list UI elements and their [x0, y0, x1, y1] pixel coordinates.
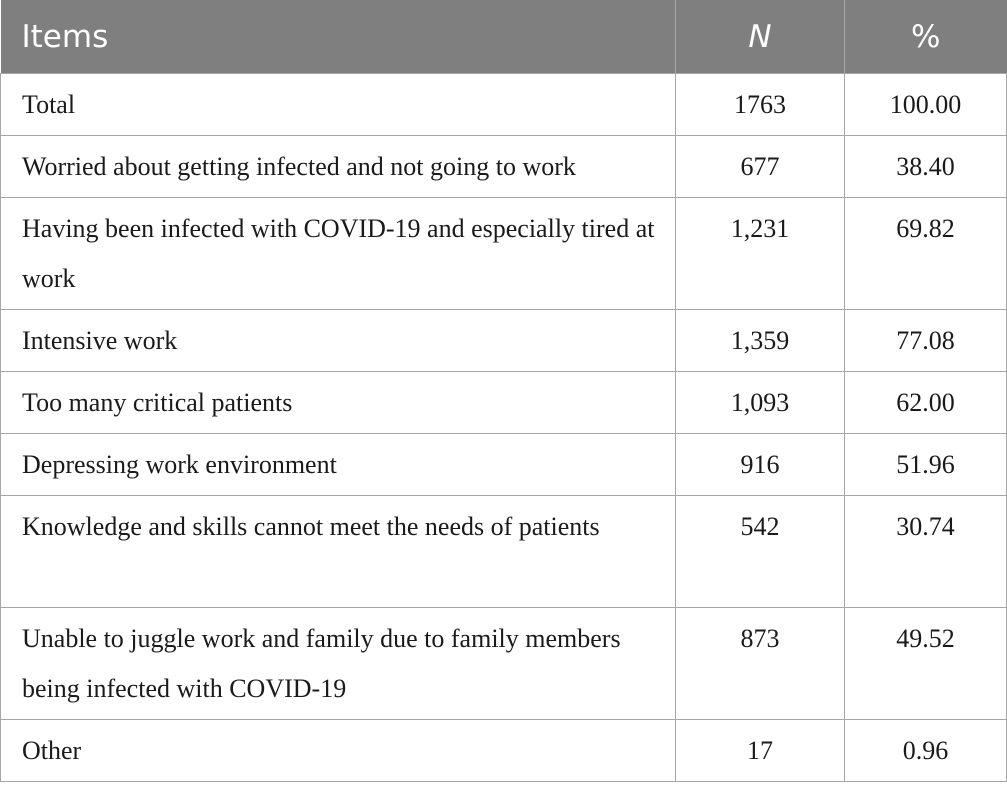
cell-n: 1,231	[676, 198, 845, 310]
cell-percent: 30.74	[845, 496, 1007, 608]
cell-item: Worried about getting infected and not going to work	[1, 136, 676, 198]
cell-n: 17	[676, 720, 845, 782]
cell-item: Unable to juggle work and family due to family members being infected with COVID-19	[1, 608, 676, 720]
cell-item: Total	[1, 74, 676, 136]
cell-percent: 38.40	[845, 136, 1007, 198]
header-row	[1, 0, 1007, 74]
cell-n: 1,093	[676, 372, 845, 434]
cell-percent: 49.52	[845, 608, 1007, 720]
cell-n: 542	[676, 496, 845, 608]
table-body	[1, 74, 1007, 782]
table-row	[1, 372, 1007, 434]
table-header	[1, 0, 1007, 74]
header-n: N	[676, 0, 845, 74]
cell-percent: 100.00	[845, 74, 1007, 136]
cell-item: Too many critical patients	[1, 372, 676, 434]
cell-n: 1,359	[676, 310, 845, 372]
cell-n: 916	[676, 434, 845, 496]
cell-percent: 0.96	[845, 720, 1007, 782]
cell-item: Intensive work	[1, 310, 676, 372]
table-row	[1, 136, 1007, 198]
cell-item: Other	[1, 720, 676, 782]
header-items: Items	[1, 0, 676, 74]
cell-item: Knowledge and skills cannot meet the needs of patients	[1, 496, 676, 608]
table-row	[1, 608, 1007, 720]
cell-n: 677	[676, 136, 845, 198]
table-row	[1, 310, 1007, 372]
cell-n: 873	[676, 608, 845, 720]
cell-percent: 77.08	[845, 310, 1007, 372]
cell-n: 1763	[676, 74, 845, 136]
table-row	[1, 434, 1007, 496]
cell-percent: 62.00	[845, 372, 1007, 434]
table-row	[1, 198, 1007, 310]
table-row	[1, 720, 1007, 782]
cell-percent: 69.82	[845, 198, 1007, 310]
cell-item: Having been infected with COVID-19 and especially tired at work	[1, 198, 676, 310]
cell-percent: 51.96	[845, 434, 1007, 496]
table-row	[1, 496, 1007, 608]
cell-item: Depressing work environment	[1, 434, 676, 496]
table-row	[1, 74, 1007, 136]
header-percent: %	[845, 0, 1007, 74]
